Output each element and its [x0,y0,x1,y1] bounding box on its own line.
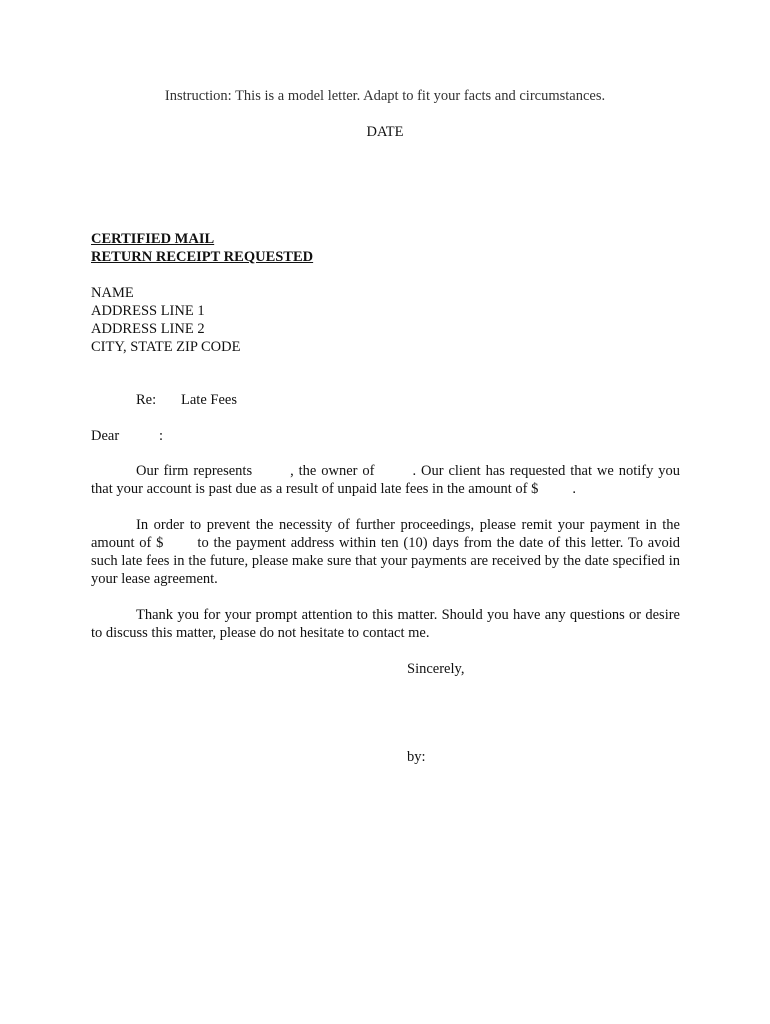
para1-part-d: . [572,481,576,497]
paragraph-1 [91,462,680,498]
para3-text: Thank you for your prompt attention to this matter. Should you have any questions or desire to discuss this matter, please do not hesitate to contact me. [91,607,680,641]
para1-part-b: , the owner of [290,463,375,479]
certified-mail-heading: CERTIFIED MAIL [91,231,215,247]
signature-by: by: [407,749,426,765]
para2-part-a: In order to prevent the necessity of further proceedings, please remit your payment in the amount of $ [91,517,680,551]
para1-part-c: . Our client has requested that we notify you that your account is past due as a result of unpaid late fees in the amount of $ [91,463,681,497]
salutation-colon: : [159,428,164,444]
date-placeholder: DATE [366,124,404,140]
instruction-text: Instruction: This is a model letter. Adapt to fit your facts and circumstances. [164,88,606,104]
re-label: Re: [136,392,157,408]
salutation-dear: Dear [91,428,120,444]
address-name: NAME [91,285,134,301]
paragraph-3 [91,606,680,642]
return-receipt-heading: RETURN RECEIPT REQUESTED [91,249,314,265]
closing-sincerely: Sincerely, [407,661,465,677]
address-line-1: ADDRESS LINE 1 [91,303,205,319]
paragraph-2 [91,516,680,588]
re-subject: Late Fees [181,392,237,408]
para2-part-b: to the payment address within ten (10) days from the date of this letter. To avoid such late fees in the future, please make sure that your payments are received by the date specified in your lease agreement. [91,535,680,587]
address-line-2: ADDRESS LINE 2 [91,321,205,337]
address-city-state-zip: CITY, STATE ZIP CODE [91,339,241,355]
para1-part-a: Our firm represents [136,463,253,479]
